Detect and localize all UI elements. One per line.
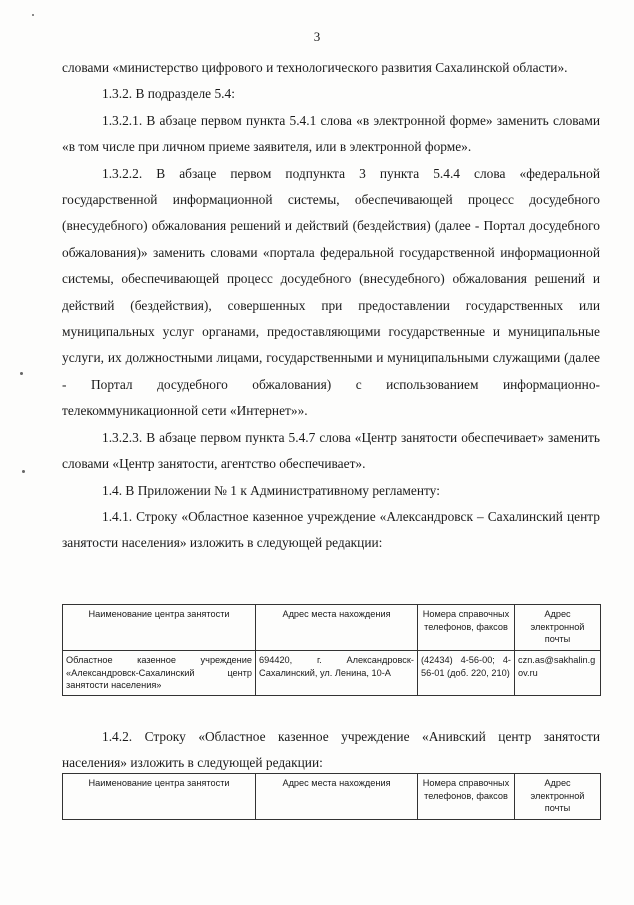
table-header-row xyxy=(63,605,601,651)
table-row xyxy=(63,651,601,696)
header-phones: Номера справочных телефонов, факсов xyxy=(418,774,515,820)
header-center-name: Наименование центра занятости xyxy=(63,605,256,651)
header-email: Адрес электронной почты xyxy=(515,605,601,651)
header-email: Адрес электронной почты xyxy=(515,774,601,820)
cell-phones: (42434) 4-56-00; 4-56-01 (доб. 220, 210) xyxy=(418,651,515,696)
body-text-block-2 xyxy=(62,724,600,777)
paragraph: 1.3.2. В подразделе 5.4: xyxy=(102,86,235,102)
table-aniva xyxy=(62,773,601,820)
paragraph: 1.3.2.2. В абзаце первом подпункта 3 пункта 5.4.4 слова «федеральной государственной информационной системы, обеспечивающей процесс досудебного (внесудебного) обжалования решений и действий (бездействия) (далее - Портал досудебного обжалования)» заменить словами «портала федеральной государственной информационной системы, обеспечивающей процесс досудебного (внесудебного) обжалования решений и действий (бездействия), совершенных при предоставлении государственных или муниципальных услуг органами, предоставляющими государственные и муниципальные услуги, их должностными лицами, государственными и муниципальными служащими (далее - Портал досудебного обжалования) с использованием информационно-телекоммуникационной сети «Интернет»». xyxy=(62,165,600,419)
paragraph: 1.4. В Приложении № 1 к Административному регламенту: xyxy=(102,482,440,498)
paragraph: 1.4.1. Строку «Областное казенное учреждение «Александровск – Сахалинский центр занятости населения» изложить в следующей редакции: xyxy=(62,508,600,551)
paragraph: 1.3.2.1. В абзаце первом пункта 5.4.1 слова «в электронной форме» заменить словами «в том числе при личном приеме заявителя, или в электронной форме». xyxy=(62,112,600,155)
header-phones: Номера справочных телефонов, факсов xyxy=(418,605,515,651)
cell-address: 694420, г. Александровск-Сахалинский, ул. Ленина, 10-А xyxy=(256,651,418,696)
header-address: Адрес места нахождения xyxy=(256,605,418,651)
paragraph: 1.4.2. Строку «Областное казенное учреждение «Анивский центр занятости населения» изложить в следующей редакции: xyxy=(62,729,600,771)
table-header-row xyxy=(63,774,601,820)
table-aleksandrovsk xyxy=(62,604,601,696)
scan-speck xyxy=(20,372,23,375)
body-text-block-1 xyxy=(62,55,600,557)
header-center-name: Наименование центра занятости xyxy=(63,774,256,820)
paragraph: словами «министерство цифрового и технологического развития Сахалинской области». xyxy=(62,60,568,75)
page-number: 3 xyxy=(313,29,321,44)
header-address: Адрес места нахождения xyxy=(256,774,418,820)
scan-speck xyxy=(22,470,25,473)
cell-email: czn.as@sakhalin.gov.ru xyxy=(515,651,601,696)
paragraph: 1.3.2.3. В абзаце первом пункта 5.4.7 слова «Центр занятости обеспечивает» заменить словами «Центр занятости, агентство обеспечивает». xyxy=(62,429,600,472)
scan-speck xyxy=(32,14,34,16)
cell-center-name: Областное казенное учреждение «Александровск-Сахалинский центр занятости населения» xyxy=(63,651,256,696)
